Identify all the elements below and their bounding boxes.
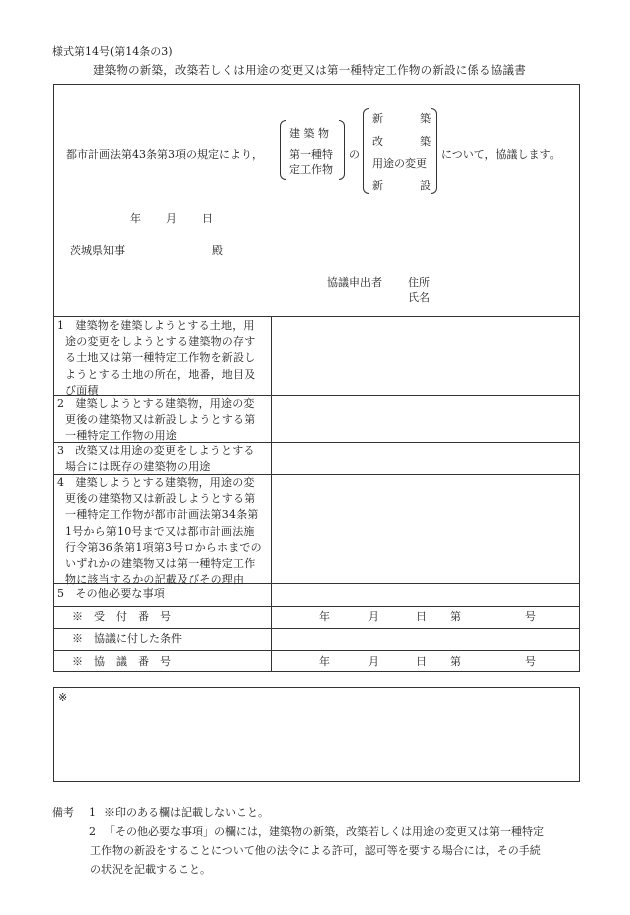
item-4-label: 4 建築しようとする建築物，用途の変 更後の建築物又は新設しようとする第 一種特定工作物が都市計画法第34条第 1号から第10号まで又は都市計画法施 行令第36条第1項第3号ロからホまでの いずれかの建築物又は第一種特定工作 物に該当するかの記載及びその理由 — [57, 476, 262, 587]
action-establish-1: 新 — [372, 179, 383, 192]
receipt-day: 日 — [416, 610, 427, 623]
item-5-value[interactable] — [272, 584, 579, 606]
item-5-label: 5 その他必要な事項 — [57, 587, 165, 600]
item-2-label: 2 建築しようとする建築物，用途の変 更後の建築物又は新設しようとする第 一種特定工作物の用途 — [57, 397, 256, 443]
statement-prefix: 都市計画法第43条第3項の規定により， — [66, 148, 263, 161]
action-establish-2: 設 — [420, 179, 431, 192]
date-month: 月 — [166, 212, 177, 225]
remarks-heading: 備考 — [52, 806, 74, 819]
action-use-change: 用途の変更 — [372, 157, 427, 170]
item-1-value[interactable] — [272, 316, 579, 395]
applicant-label: 協議申出者 — [327, 276, 382, 289]
item-3-label: 3 改築又は用途の変更をしようとする 場合には既存の建築物の用途 — [57, 444, 255, 474]
note-mark: ※ — [58, 691, 68, 704]
consultation-year: 年 — [319, 655, 330, 668]
subject-structure-1: 第一種特 — [289, 148, 333, 161]
item-1-label: 1 建築物を建築しようとする土地，用 途の変更をしようとする建築物の存す る土地又は第一種特定工作物を新設し ようとする土地の所在，地番，地目及 び面積 — [57, 319, 256, 397]
remark-2-number: 2 — [89, 825, 96, 838]
receipt-month: 月 — [368, 610, 379, 623]
receipt-year: 年 — [319, 610, 330, 623]
subject-structure-2: 定工作物 — [289, 163, 333, 176]
statement-box — [53, 84, 580, 316]
date-day: 日 — [202, 212, 213, 225]
subject-building: 建 築 物 — [289, 127, 329, 140]
conditions-label: ※ 協議に付した条件 — [72, 632, 182, 645]
consultation-day: 日 — [416, 655, 427, 668]
office-use-box — [53, 687, 580, 782]
row-separator — [53, 650, 580, 651]
remark-2-text: 「その他必要な事項」の欄には，建築物の新築，改築若しくは用途の変更又は第一種特定 工作物の新設をすることについて他の法令による許可，認可等を要する場合には，その手続 の状況を記載すること。 — [90, 825, 544, 876]
form-number: 様式第14号(第14条の3) — [52, 45, 173, 58]
date-year: 年 — [130, 212, 141, 225]
action-reconstruct-1: 改 — [372, 135, 383, 148]
left-paren-subject — [280, 120, 286, 180]
action-new-2: 築 — [420, 112, 431, 125]
left-paren-action — [363, 108, 369, 194]
consultation-dai: 第 — [450, 655, 461, 668]
item-2-value[interactable] — [272, 396, 579, 442]
action-reconstruct-2: 築 — [420, 135, 431, 148]
item-4-value[interactable] — [272, 475, 579, 583]
consultation-month: 月 — [368, 655, 379, 668]
remark-1-number: 1 — [89, 806, 96, 819]
consultation-gou: 号 — [525, 655, 536, 668]
item-3-value[interactable] — [272, 443, 579, 474]
row-separator — [53, 628, 580, 629]
remark-1-text: ※印のある欄は記載しないこと。 — [104, 806, 269, 819]
statement-suffix: について，協議します。 — [441, 148, 561, 161]
row-separator — [53, 606, 580, 607]
applicant-address-label: 住所 — [408, 276, 430, 289]
applicant-name-label: 氏名 — [408, 291, 430, 304]
right-paren-subject — [339, 120, 345, 180]
action-new-1: 新 — [372, 112, 383, 125]
particle-no: の — [349, 148, 360, 161]
receipt-gou: 号 — [525, 610, 536, 623]
addressee-honorific: 殿 — [212, 244, 223, 257]
document-title: 建築物の新築，改築若しくは用途の変更又は第一種特定工作物の新設に係る協議書 — [93, 63, 526, 77]
right-paren-action — [431, 108, 437, 194]
receipt-number-label: ※ 受 付 番 号 — [72, 610, 171, 623]
receipt-dai: 第 — [450, 610, 461, 623]
consultation-number-label: ※ 協 議 番 号 — [72, 655, 171, 668]
addressee-name: 茨城県知事 — [70, 244, 125, 257]
